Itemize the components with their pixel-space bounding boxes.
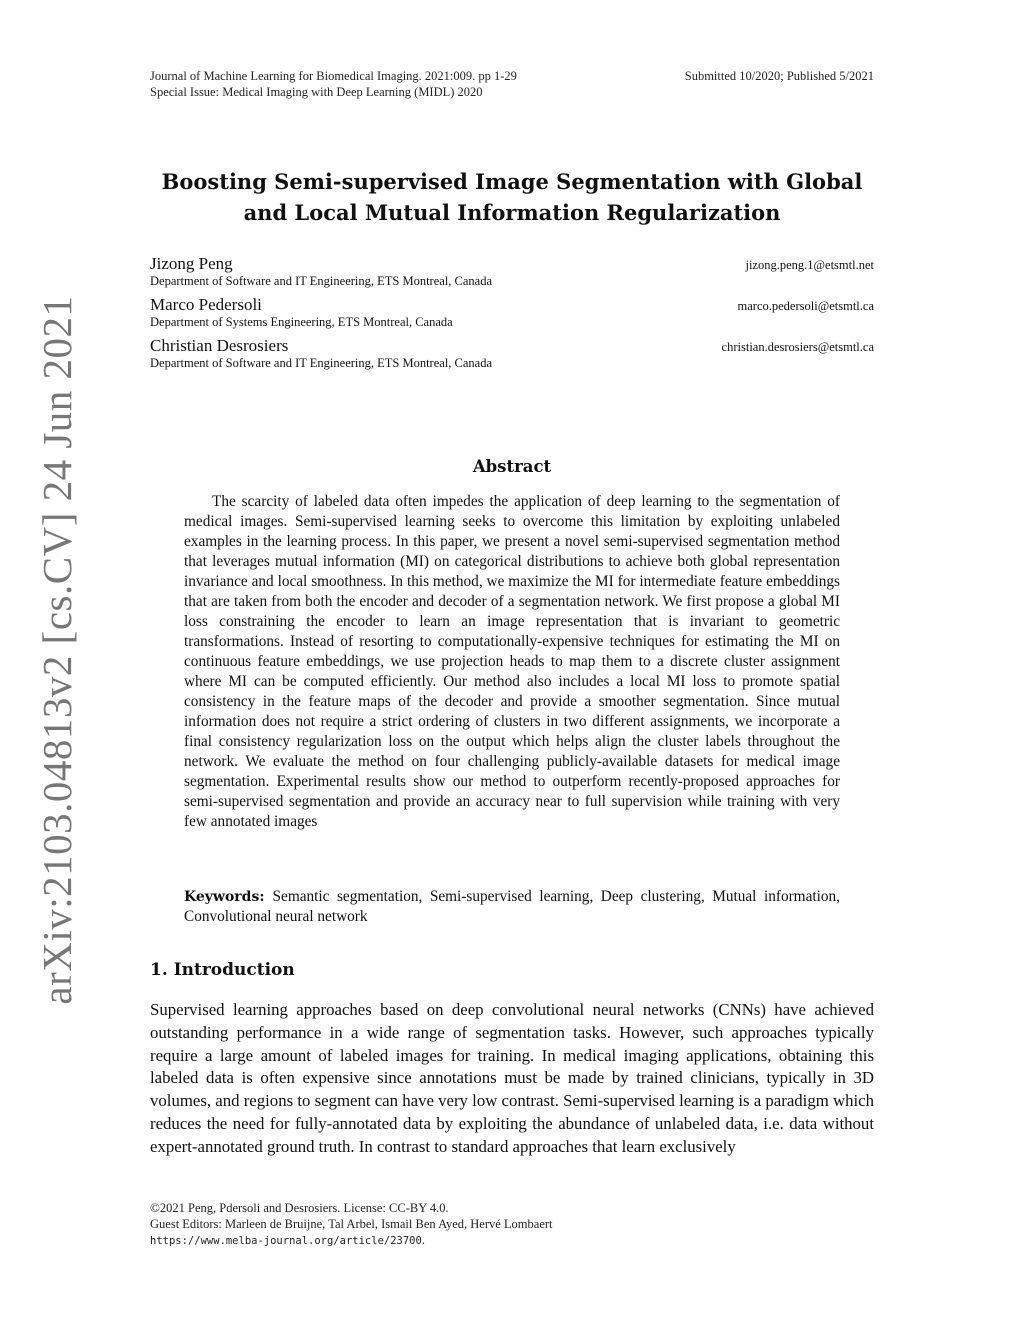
author-email: christian.desrosiers@etsmtl.ca [721, 340, 874, 354]
author-name: Jizong Peng [150, 254, 233, 273]
author-email: marco.pedersoli@etsmtl.ca [737, 299, 874, 313]
author-name: Christian Desrosiers [150, 336, 289, 355]
article-link[interactable]: https://www.melba-journal.org/article/23700 [150, 1235, 422, 1247]
title-line-2: and Local Mutual Information Regularization [243, 200, 781, 225]
abstract-text: The scarcity of labeled data often impedes the application of deep learning to the segmentation of medical images. Semi-supervised learning seeks to overcome this limitation by exploiting unlabeled examples in the learning process. In this paper, we present a novel semi-supervised segmentation method that leverages mutual information (MI) on categorical distributions to achieve both global representation invariance and local smoothness. In this method, we maximize the MI for intermediate feature embeddings that are taken from both the encoder and decoder of a segmentation network. We first propose a global MI loss constraining the encoder to learn an image representation that is invariant to geometric transformations. Instead of resorting to computationally-expensive techniques for estimating the MI on continuous feature embeddings, we use projection heads to map them to a discrete cluster assignment where MI can be computed efficiently. Our method also includes a local MI loss to promote spatial consistency in the feature maps of the decoder and provide a smoother segmentation. Since mutual information does not require a strict ordering of clusters in two different assignments, we incorporate a final consistency regularization loss on the output which helps align the cluster labels throughout the network. We evaluate the method on four challenging publicly-available datasets for medical image segmentation. Experimental results show our method to outperform recently-proposed approaches for semi-supervised segmentation and provide an accuracy near to full supervision while training with very few annotated images [184, 493, 840, 830]
guest-editors: Guest Editors: Marleen de Bruijne, Tal Arbel, Ismail Ben Ayed, Hervé Lombaert [150, 1217, 553, 1231]
copyright-icon: © [150, 1200, 160, 1215]
author-affiliation: Department of Systems Engineering, ETS Montreal, Canada [150, 315, 453, 329]
arxiv-identifier: arXiv:2103.04813v2 [cs.CV] 24 Jun 2021 [34, 295, 80, 1005]
keywords [184, 887, 840, 927]
copyright-text: 2021 Peng, Pdersoli and Desrosiers. License: CC-BY 4.0. [159, 1201, 449, 1215]
paper-title [120, 166, 904, 228]
author-list [150, 254, 874, 377]
keywords-text: Semantic segmentation, Semi-supervised learning, Deep clustering, Mutual information, Convolutional neural network [184, 888, 840, 925]
introduction-text: Supervised learning approaches based on deep convolutional neural networks (CNNs) have achieved outstanding performance in a wide range of segmentation tasks. However, such approaches typically require a large amount of labeled images for training. In medical imaging applications, obtaining this labeled data is often expensive since annotations must be made by trained clinicians, typically in 3D volumes, and regions to segment can have very low contrast. Semi-supervised learning is a paradigm which reduces the need for fully-annotated data by exploiting the abundance of unlabeled data, i.e. data without expert-annotated ground truth. In contrast to standard approaches that learn exclusively [150, 1000, 874, 1156]
journal-citation: Journal of Machine Learning for Biomedical Imaging. 2021:009. pp 1-29 [150, 69, 517, 83]
author-entry [150, 336, 874, 371]
section-heading-introduction: 1. Introduction [150, 960, 295, 980]
article-link-line: https://www.melba-journal.org/article/23700. [150, 1233, 425, 1247]
journal-header [150, 68, 874, 100]
special-issue: Special Issue: Medical Imaging with Deep Learning (MIDL) 2020 [150, 85, 483, 99]
copyright-line [150, 1200, 874, 1216]
author-email: jizong.peng.1@etsmtl.net [745, 258, 874, 272]
author-name: Marco Pedersoli [150, 295, 262, 314]
author-entry [150, 295, 874, 330]
title-line-1: Boosting Semi-supervised Image Segmentation with Global [161, 169, 863, 194]
author-entry [150, 254, 874, 289]
page-footer [150, 1200, 874, 1249]
keywords-label: Keywords: [184, 889, 265, 905]
abstract-heading: Abstract [472, 457, 552, 476]
author-affiliation: Department of Software and IT Engineering, ETS Montreal, Canada [150, 356, 493, 370]
submission-dates: Submitted 10/2020; Published 5/2021 [684, 69, 874, 83]
author-affiliation: Department of Software and IT Engineering, ETS Montreal, Canada [150, 274, 493, 288]
